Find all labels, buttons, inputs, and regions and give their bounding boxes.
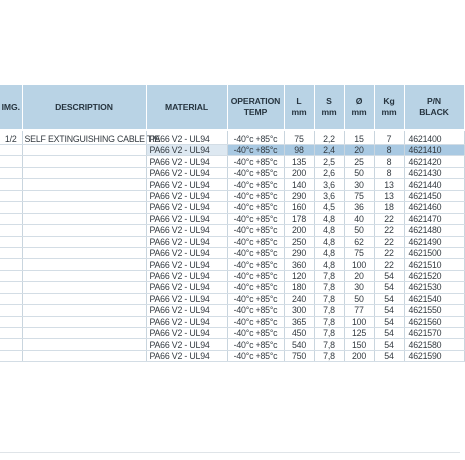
- cell-kg[interactable]: 54: [374, 316, 404, 327]
- cell-material[interactable]: PA66 V2 - UL94: [146, 270, 227, 281]
- cell-img[interactable]: [0, 236, 22, 247]
- header-width[interactable]: S mm: [314, 85, 344, 130]
- cell-temp[interactable]: -40°c +85°c: [227, 167, 284, 178]
- cell-length[interactable]: 180: [284, 282, 314, 293]
- cell-diameter[interactable]: 50: [344, 225, 374, 236]
- cell-length[interactable]: 75: [284, 130, 314, 145]
- cell-part-number[interactable]: 4621580: [404, 339, 464, 350]
- cell-kg[interactable]: 22: [374, 213, 404, 224]
- cell-material[interactable]: PA66 V2 - UL94: [146, 282, 227, 293]
- cell-material[interactable]: PA66 V2 - UL94: [146, 339, 227, 350]
- header-part-number[interactable]: P/N BLACK: [404, 85, 464, 130]
- cell-temp[interactable]: -40°c +85°c: [227, 259, 284, 270]
- table-row[interactable]: [0, 225, 464, 236]
- table-row[interactable]: [0, 179, 464, 190]
- cell-diameter[interactable]: 36: [344, 202, 374, 213]
- cell-diameter[interactable]: 62: [344, 236, 374, 247]
- cell-img[interactable]: [0, 350, 22, 361]
- cell-description[interactable]: [22, 305, 146, 316]
- cell-width[interactable]: 2,2: [314, 130, 344, 145]
- cell-temp[interactable]: -40°c +85°c: [227, 270, 284, 281]
- cell-part-number[interactable]: 4621570: [404, 328, 464, 339]
- cell-img[interactable]: [0, 202, 22, 213]
- cell-material[interactable]: PA66 V2 - UL94: [146, 259, 227, 270]
- cell-description[interactable]: [22, 167, 146, 178]
- cell-temp[interactable]: -40°c +85°c: [227, 305, 284, 316]
- table-row[interactable]: [0, 259, 464, 270]
- cell-diameter[interactable]: 20: [344, 270, 374, 281]
- cell-length[interactable]: 360: [284, 259, 314, 270]
- cell-length[interactable]: 450: [284, 328, 314, 339]
- table-row[interactable]: [0, 305, 464, 316]
- cell-length[interactable]: 140: [284, 179, 314, 190]
- cell-part-number[interactable]: 4621420: [404, 156, 464, 167]
- cell-part-number[interactable]: 4621510: [404, 259, 464, 270]
- cell-description[interactable]: [22, 179, 146, 190]
- table-row[interactable]: [0, 328, 464, 339]
- cell-temp[interactable]: -40°c +85°c: [227, 282, 284, 293]
- cell-width[interactable]: 7,8: [314, 350, 344, 361]
- cell-length[interactable]: 240: [284, 293, 314, 304]
- cell-width[interactable]: 2,5: [314, 156, 344, 167]
- cell-kg[interactable]: 8: [374, 167, 404, 178]
- cell-description[interactable]: [22, 350, 146, 361]
- cell-temp[interactable]: -40°c +85°c: [227, 350, 284, 361]
- cell-img[interactable]: [0, 167, 22, 178]
- cell-length[interactable]: 290: [284, 247, 314, 258]
- cell-material[interactable]: PA66 V2 - UL94: [146, 350, 227, 361]
- cell-diameter[interactable]: 77: [344, 305, 374, 316]
- table-row[interactable]: [0, 190, 464, 201]
- cell-width[interactable]: 3,6: [314, 190, 344, 201]
- cell-length[interactable]: 200: [284, 167, 314, 178]
- table-header-row: [0, 85, 464, 130]
- divider: [0, 452, 460, 453]
- cell-material[interactable]: PA66 V2 - UL94: [146, 316, 227, 327]
- table-row[interactable]: [0, 316, 464, 327]
- cell-img[interactable]: [0, 282, 22, 293]
- cell-kg[interactable]: 54: [374, 339, 404, 350]
- cell-length[interactable]: 200: [284, 225, 314, 236]
- cell-length[interactable]: 365: [284, 316, 314, 327]
- cell-description[interactable]: [22, 339, 146, 350]
- cell-width[interactable]: 2,4: [314, 145, 344, 156]
- cell-kg[interactable]: 22: [374, 247, 404, 258]
- table-body: [0, 130, 464, 362]
- cell-description[interactable]: [22, 145, 146, 156]
- cell-img[interactable]: [0, 190, 22, 201]
- cell-length[interactable]: 540: [284, 339, 314, 350]
- cell-part-number[interactable]: 4621550: [404, 305, 464, 316]
- cell-temp[interactable]: -40°c +85°c: [227, 225, 284, 236]
- cell-temp[interactable]: -40°c +85°c: [227, 145, 284, 156]
- cell-diameter[interactable]: 40: [344, 213, 374, 224]
- cell-description[interactable]: [22, 213, 146, 224]
- table-row[interactable]: [0, 145, 464, 156]
- cell-description[interactable]: [22, 270, 146, 281]
- cell-temp[interactable]: -40°c +85°c: [227, 247, 284, 258]
- cell-material[interactable]: PA66 V2 - UL94: [146, 190, 227, 201]
- cell-length[interactable]: 300: [284, 305, 314, 316]
- cell-width[interactable]: 7,8: [314, 293, 344, 304]
- cell-material[interactable]: PA66 V2 - UL94: [146, 293, 227, 304]
- cell-diameter[interactable]: 150: [344, 339, 374, 350]
- cell-diameter[interactable]: 30: [344, 179, 374, 190]
- cell-part-number[interactable]: 4621500: [404, 247, 464, 258]
- cell-img[interactable]: [0, 145, 22, 156]
- table-row[interactable]: [0, 270, 464, 281]
- cell-width[interactable]: 4,8: [314, 259, 344, 270]
- cell-material[interactable]: PA66 V2 - UL94: [146, 130, 227, 145]
- cell-part-number[interactable]: 4621470: [404, 213, 464, 224]
- cell-part-number[interactable]: 4621400: [404, 130, 464, 145]
- cell-description[interactable]: [22, 236, 146, 247]
- cell-width[interactable]: 3,6: [314, 179, 344, 190]
- cell-width[interactable]: 7,8: [314, 339, 344, 350]
- cell-kg[interactable]: 13: [374, 190, 404, 201]
- cell-length[interactable]: 120: [284, 270, 314, 281]
- cell-length[interactable]: 250: [284, 236, 314, 247]
- cell-diameter[interactable]: 15: [344, 130, 374, 145]
- cell-length[interactable]: 98: [284, 145, 314, 156]
- cell-img[interactable]: [0, 305, 22, 316]
- cell-diameter[interactable]: 75: [344, 190, 374, 201]
- cell-material[interactable]: PA66 V2 - UL94: [146, 156, 227, 167]
- cell-kg[interactable]: 22: [374, 236, 404, 247]
- cell-img[interactable]: 1/2: [0, 130, 22, 145]
- table-row[interactable]: [0, 339, 464, 350]
- cell-img[interactable]: [0, 213, 22, 224]
- cell-temp[interactable]: -40°c +85°c: [227, 156, 284, 167]
- cell-width[interactable]: 4,8: [314, 236, 344, 247]
- product-table: [0, 85, 465, 362]
- table-row[interactable]: [0, 293, 464, 304]
- table-row[interactable]: [0, 247, 464, 258]
- cell-temp[interactable]: -40°c +85°c: [227, 316, 284, 327]
- cell-img[interactable]: [0, 270, 22, 281]
- cell-material[interactable]: PA66 V2 - UL94: [146, 167, 227, 178]
- cell-material[interactable]: PA66 V2 - UL94: [146, 213, 227, 224]
- cell-description[interactable]: [22, 190, 146, 201]
- cell-img[interactable]: [0, 293, 22, 304]
- header-length[interactable]: L mm: [284, 85, 314, 130]
- cell-description[interactable]: [22, 225, 146, 236]
- header-operation-temp[interactable]: OPERATION TEMP: [227, 85, 284, 130]
- table-row[interactable]: [0, 202, 464, 213]
- cell-length[interactable]: 160: [284, 202, 314, 213]
- cell-diameter[interactable]: 25: [344, 156, 374, 167]
- cell-width[interactable]: 4,8: [314, 247, 344, 258]
- cell-img[interactable]: [0, 225, 22, 236]
- cell-part-number[interactable]: 4621440: [404, 179, 464, 190]
- cell-part-number[interactable]: 4621460: [404, 202, 464, 213]
- table-row[interactable]: [0, 350, 464, 361]
- cell-part-number[interactable]: 4621540: [404, 293, 464, 304]
- cell-part-number[interactable]: 4621410: [404, 145, 464, 156]
- table-row[interactable]: [0, 213, 464, 224]
- cell-kg[interactable]: 54: [374, 282, 404, 293]
- cell-part-number[interactable]: 4621520: [404, 270, 464, 281]
- header-material[interactable]: MATERIAL: [146, 85, 227, 130]
- cell-diameter[interactable]: 100: [344, 316, 374, 327]
- cell-kg[interactable]: 8: [374, 145, 404, 156]
- cell-length[interactable]: 750: [284, 350, 314, 361]
- cell-part-number[interactable]: 4621560: [404, 316, 464, 327]
- cell-length[interactable]: 290: [284, 190, 314, 201]
- cell-temp[interactable]: -40°c +85°c: [227, 213, 284, 224]
- cell-material[interactable]: PA66 V2 - UL94: [146, 179, 227, 190]
- cell-img[interactable]: [0, 179, 22, 190]
- cell-width[interactable]: 2,6: [314, 167, 344, 178]
- cell-width[interactable]: 7,8: [314, 270, 344, 281]
- cell-width[interactable]: 7,8: [314, 282, 344, 293]
- cell-diameter[interactable]: 200: [344, 350, 374, 361]
- cell-part-number[interactable]: 4621490: [404, 236, 464, 247]
- cell-kg[interactable]: 54: [374, 350, 404, 361]
- cell-kg[interactable]: 54: [374, 270, 404, 281]
- cell-kg[interactable]: 22: [374, 259, 404, 270]
- cell-length[interactable]: 135: [284, 156, 314, 167]
- cell-part-number[interactable]: 4621430: [404, 167, 464, 178]
- cell-kg[interactable]: 18: [374, 202, 404, 213]
- cell-description[interactable]: [22, 247, 146, 258]
- cell-material[interactable]: PA66 V2 - UL94: [146, 236, 227, 247]
- cell-width[interactable]: 4,8: [314, 225, 344, 236]
- header-kg[interactable]: Kg mm: [374, 85, 404, 130]
- cell-width[interactable]: 7,8: [314, 305, 344, 316]
- cell-description[interactable]: [22, 202, 146, 213]
- cell-diameter[interactable]: 50: [344, 167, 374, 178]
- table-row[interactable]: [0, 167, 464, 178]
- cell-diameter[interactable]: 20: [344, 145, 374, 156]
- cell-diameter[interactable]: 50: [344, 293, 374, 304]
- cell-temp[interactable]: -40°c +85°c: [227, 202, 284, 213]
- cell-temp[interactable]: -40°c +85°c: [227, 293, 284, 304]
- header-diameter[interactable]: Ø mm: [344, 85, 374, 130]
- cell-kg[interactable]: 13: [374, 179, 404, 190]
- cell-temp[interactable]: -40°c +85°c: [227, 236, 284, 247]
- cell-temp[interactable]: -40°c +85°c: [227, 130, 284, 145]
- cell-material[interactable]: PA66 V2 - UL94: [146, 305, 227, 316]
- cell-img[interactable]: [0, 247, 22, 258]
- cell-kg[interactable]: 54: [374, 328, 404, 339]
- cell-width[interactable]: 4,5: [314, 202, 344, 213]
- cell-material[interactable]: PA66 V2 - UL94: [146, 145, 227, 156]
- cell-description[interactable]: [22, 316, 146, 327]
- cell-img[interactable]: [0, 156, 22, 167]
- cell-material[interactable]: PA66 V2 - UL94: [146, 225, 227, 236]
- header-img[interactable]: IMG.: [0, 85, 22, 130]
- cell-img[interactable]: [0, 339, 22, 350]
- cell-kg[interactable]: 8: [374, 156, 404, 167]
- cell-kg[interactable]: 54: [374, 293, 404, 304]
- cell-temp[interactable]: -40°c +85°c: [227, 328, 284, 339]
- cell-description[interactable]: [22, 259, 146, 270]
- cell-width[interactable]: 4,8: [314, 213, 344, 224]
- table-row[interactable]: [0, 130, 464, 145]
- cell-width[interactable]: 7,8: [314, 316, 344, 327]
- cell-temp[interactable]: -40°c +85°c: [227, 179, 284, 190]
- cell-length[interactable]: 178: [284, 213, 314, 224]
- cell-width[interactable]: 7,8: [314, 328, 344, 339]
- table-row[interactable]: [0, 156, 464, 167]
- cell-img[interactable]: [0, 259, 22, 270]
- cell-diameter[interactable]: 125: [344, 328, 374, 339]
- cell-part-number[interactable]: 4621590: [404, 350, 464, 361]
- header-description[interactable]: DESCRIPTION: [22, 85, 146, 130]
- cell-description[interactable]: SELF EXTINGUISHING CABLE TIE: [22, 130, 146, 145]
- cell-temp[interactable]: -40°c +85°c: [227, 339, 284, 350]
- cell-img[interactable]: [0, 328, 22, 339]
- cell-temp[interactable]: -40°c +85°c: [227, 190, 284, 201]
- cell-description[interactable]: [22, 293, 146, 304]
- table-row[interactable]: [0, 236, 464, 247]
- cell-part-number[interactable]: 4621450: [404, 190, 464, 201]
- cell-material[interactable]: PA66 V2 - UL94: [146, 328, 227, 339]
- cell-diameter[interactable]: 75: [344, 247, 374, 258]
- cell-kg[interactable]: 54: [374, 305, 404, 316]
- cell-diameter[interactable]: 30: [344, 282, 374, 293]
- cell-material[interactable]: PA66 V2 - UL94: [146, 202, 227, 213]
- cell-diameter[interactable]: 100: [344, 259, 374, 270]
- cell-description[interactable]: [22, 282, 146, 293]
- table-row[interactable]: [0, 282, 464, 293]
- cell-part-number[interactable]: 4621480: [404, 225, 464, 236]
- cell-kg[interactable]: 7: [374, 130, 404, 145]
- cell-part-number[interactable]: 4621530: [404, 282, 464, 293]
- cell-img[interactable]: [0, 316, 22, 327]
- cell-kg[interactable]: 22: [374, 225, 404, 236]
- cell-description[interactable]: [22, 328, 146, 339]
- cell-material[interactable]: PA66 V2 - UL94: [146, 247, 227, 258]
- cell-description[interactable]: [22, 156, 146, 167]
